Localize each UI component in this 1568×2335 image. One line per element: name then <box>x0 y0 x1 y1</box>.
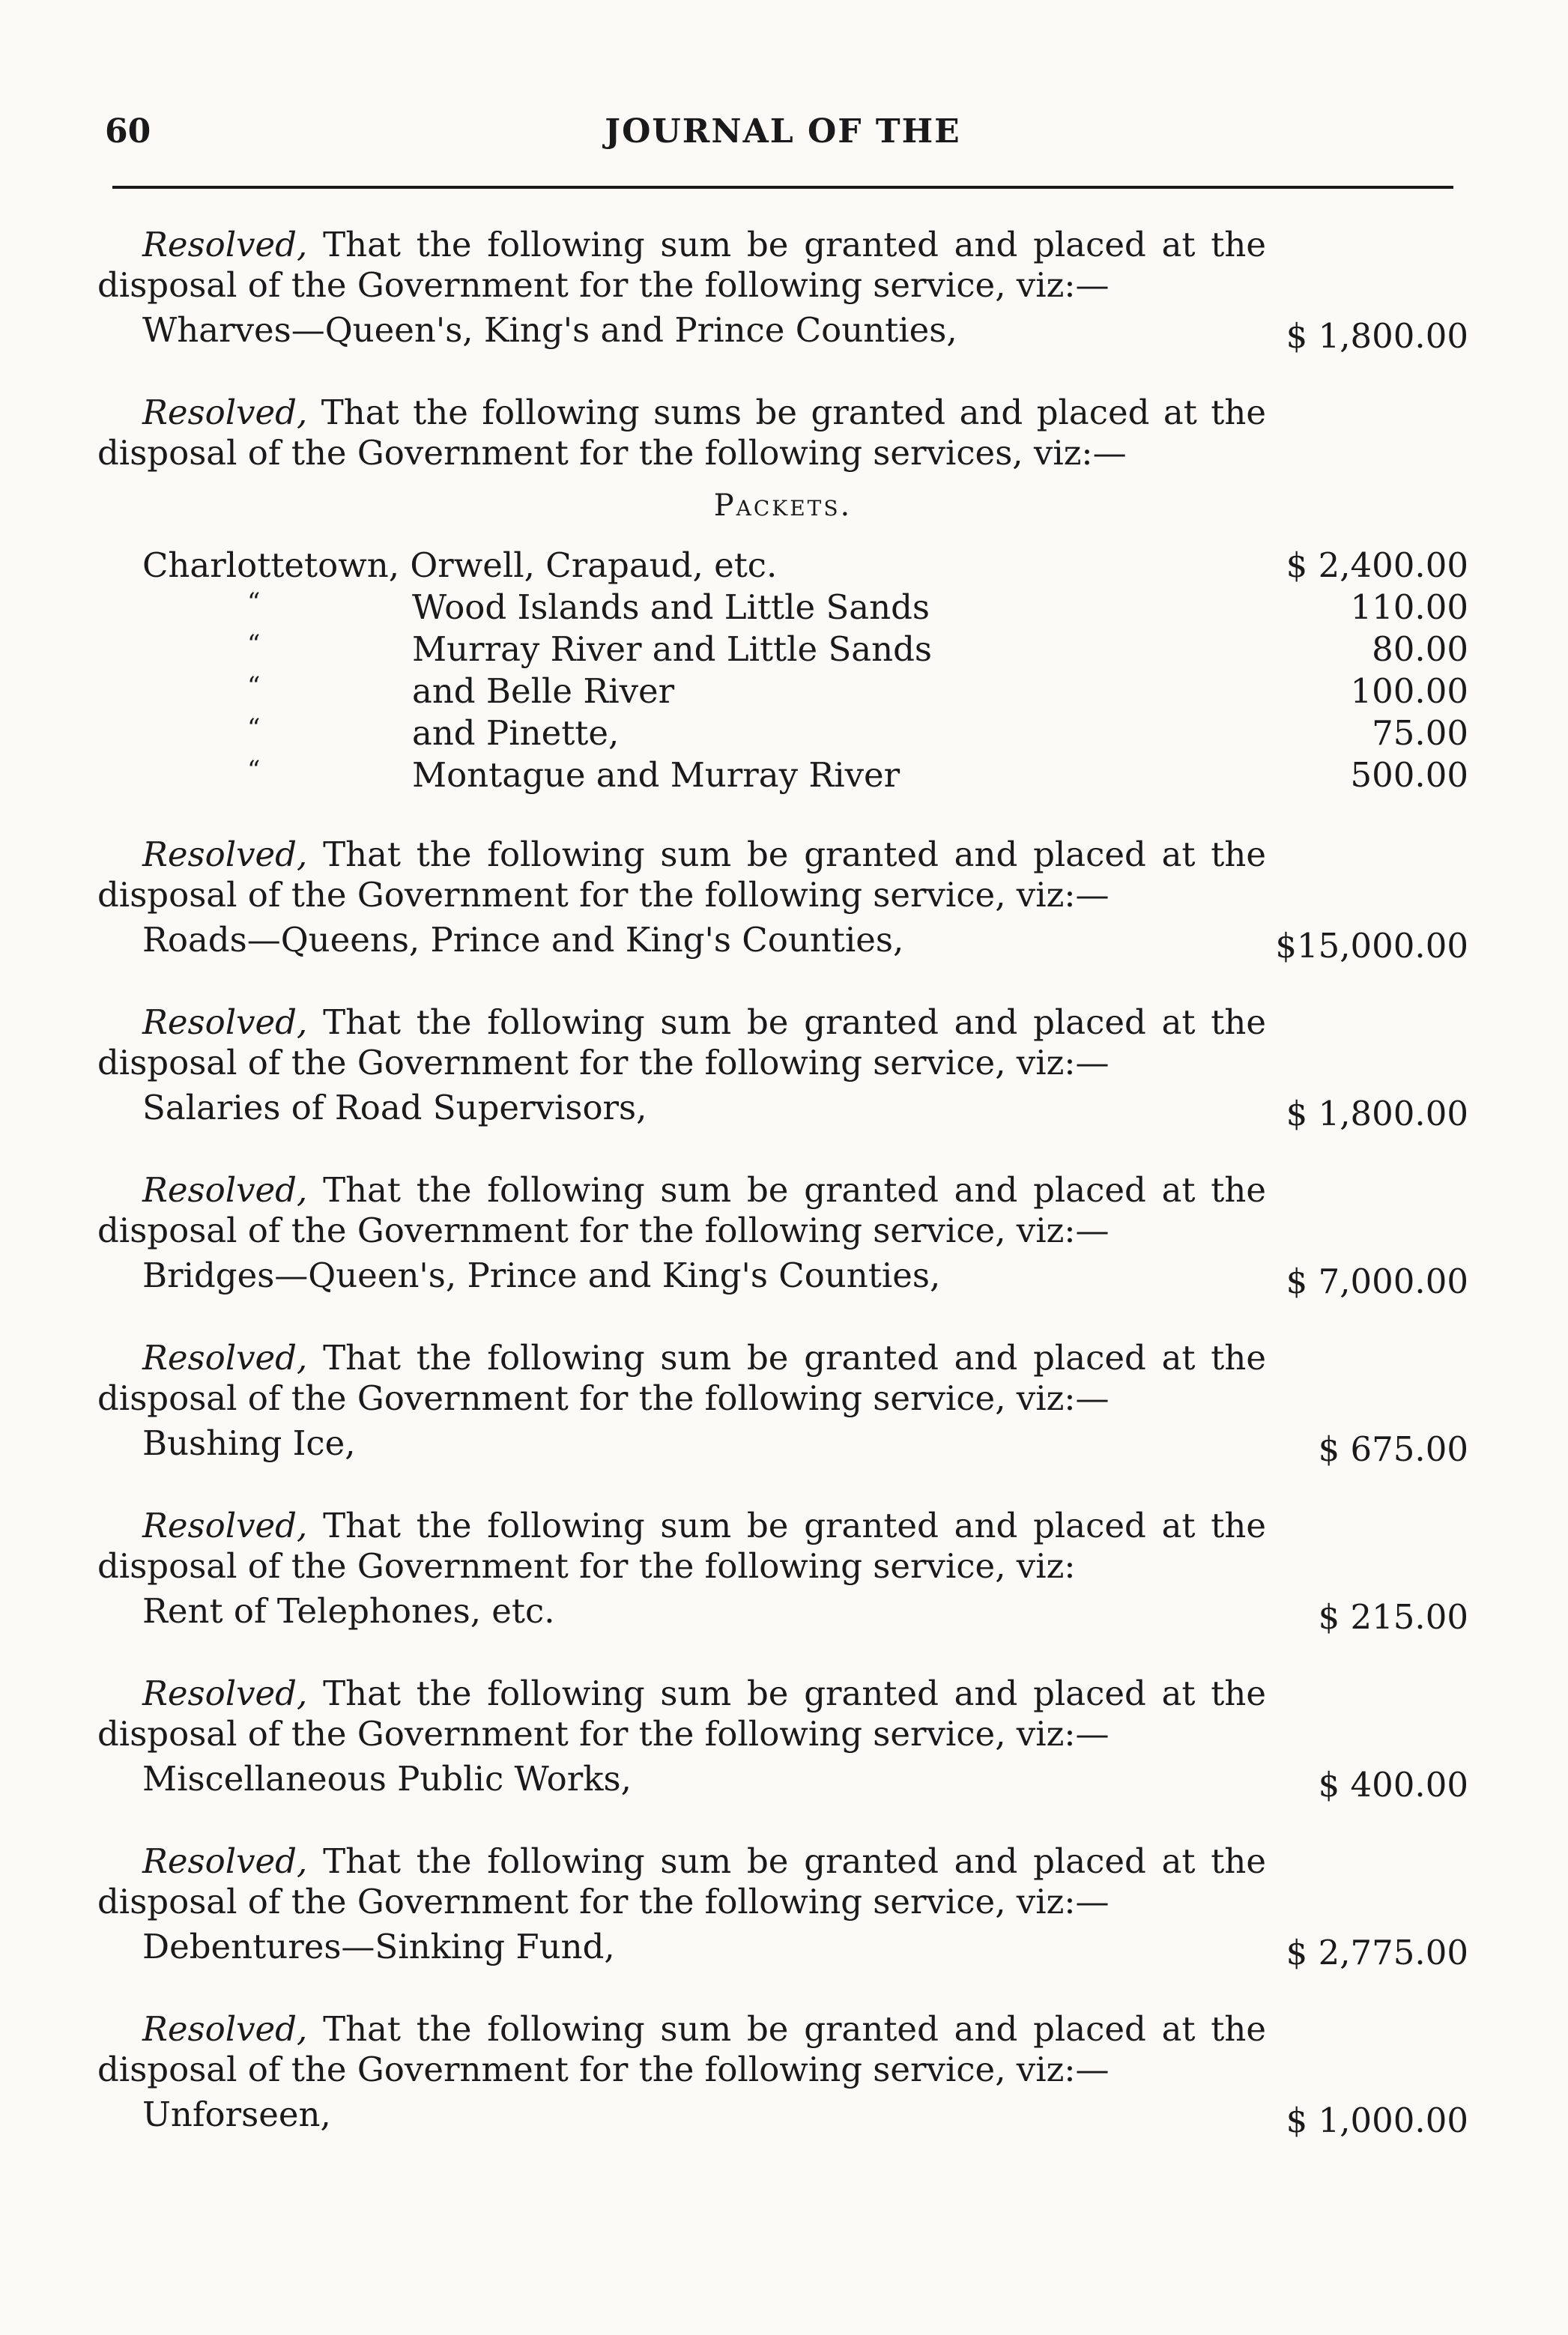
appropriation-row <box>97 1754 1468 1804</box>
packet-amount: 110.00 <box>1350 587 1468 627</box>
resolution <box>97 1002 1468 1133</box>
packet-amount: 75.00 <box>1372 713 1468 753</box>
appropriation-item: Unforseen, <box>142 2095 331 2134</box>
resolution-text <box>97 1506 1266 1587</box>
resolution-lead: Resolved, <box>142 393 308 432</box>
resolution-text <box>97 2009 1266 2090</box>
packet-amount: $ 2,400.00 <box>1286 545 1468 585</box>
resolution-text <box>97 1841 1266 1922</box>
packet-route: Montague and Murray River <box>412 755 900 795</box>
resolution <box>97 393 1468 797</box>
appropriation-amount: $ 1,000.00 <box>1286 2101 1468 2140</box>
appropriation-row <box>97 1083 1468 1133</box>
resolution-body: That the following sum be granted and placed at the disposal of the Government for the following service, viz:— <box>97 1002 1266 1082</box>
appropriation-row <box>97 2090 1468 2139</box>
resolution <box>97 1338 1468 1468</box>
packet-row <box>97 671 1468 713</box>
resolution-body: That the following sum be granted and placed at the disposal of the Government for the following service, viz:— <box>97 2009 1266 2089</box>
page-header <box>105 105 1461 165</box>
resolution-text <box>97 225 1266 306</box>
resolution-text <box>97 1170 1266 1251</box>
packet-amount: 100.00 <box>1350 671 1468 711</box>
packet-route: Wood Islands and Little Sands <box>412 587 930 627</box>
appropriation-item: Bridges—Queen's, Prince and King's Counties, <box>142 1256 941 1295</box>
resolution-body: That the following sum be granted and placed at the disposal of the Government for the following service, viz: <box>97 1506 1266 1586</box>
resolution-lead: Resolved, <box>142 2009 308 2049</box>
resolution-body: That the following sum be granted and placed at the disposal of the Government for the following service, viz:— <box>97 835 1266 915</box>
packet-row <box>97 629 1468 671</box>
appropriation-row <box>97 1922 1468 1972</box>
packets-heading: Packets. <box>713 488 853 523</box>
packet-row <box>97 545 1468 587</box>
packet-route: and Belle River <box>412 671 675 711</box>
resolution-lead: Resolved, <box>142 1170 308 1210</box>
resolution-body: That the following sum be granted and placed at the disposal of the Government for the following service, viz:— <box>97 1170 1266 1250</box>
appropriation-item: Bushing Ice, <box>142 1423 356 1463</box>
resolution <box>97 2009 1468 2139</box>
resolution <box>97 835 1468 965</box>
resolution-body: That the following sum be granted and placed at the disposal of the Government for the following service, viz:— <box>97 1338 1266 1418</box>
resolution-text <box>97 1002 1266 1083</box>
resolution-text <box>97 1338 1266 1419</box>
appropriation-item: Salaries of Road Supervisors, <box>142 1088 647 1127</box>
packet-row <box>97 713 1468 755</box>
appropriation-item: Roads—Queens, Prince and King's Counties, <box>142 920 904 960</box>
packet-row <box>97 587 1468 629</box>
resolution-body: That the following sum be granted and placed at the disposal of the Government for the following service, viz:— <box>97 1674 1266 1754</box>
resolution-text <box>97 1674 1266 1754</box>
resolution-lead: Resolved, <box>142 1841 308 1881</box>
resolution-body: That the following sums be granted and placed at the disposal of the Government for the following services, viz:— <box>97 393 1266 473</box>
ditto-mark: “ <box>247 671 261 701</box>
appropriation-row <box>97 915 1468 965</box>
resolution <box>97 225 1468 355</box>
appropriation-row <box>97 306 1468 355</box>
header-rule <box>112 186 1453 189</box>
resolution <box>97 1506 1468 1636</box>
resolution-text <box>97 835 1266 915</box>
resolution <box>97 1674 1468 1804</box>
appropriation-row <box>97 1419 1468 1468</box>
resolution <box>97 1170 1468 1300</box>
appropriation-amount: $ 215.00 <box>1318 1597 1468 1637</box>
running-head: JOURNAL OF THE <box>605 112 961 151</box>
packet-amount: 500.00 <box>1350 755 1468 795</box>
appropriation-row <box>97 1251 1468 1300</box>
appropriation-amount: $ 7,000.00 <box>1286 1262 1468 1301</box>
resolution-lead: Resolved, <box>142 1674 308 1713</box>
appropriation-item: Rent of Telephones, etc. <box>142 1591 555 1631</box>
appropriation-item: Debentures—Sinking Fund, <box>142 1927 615 1966</box>
appropriation-amount: $ 1,800.00 <box>1286 316 1468 356</box>
resolution-body: That the following sum be granted and placed at the disposal of the Government for the following service, viz:— <box>97 1841 1266 1921</box>
resolution-body: That the following sum be granted and placed at the disposal of the Government for the following service, viz:— <box>97 225 1266 305</box>
appropriation-amount: $ 675.00 <box>1318 1429 1468 1469</box>
packet-amount: 80.00 <box>1372 629 1468 669</box>
page-body <box>97 225 1468 2177</box>
page-number: 60 <box>105 112 151 151</box>
appropriation-amount: $ 1,800.00 <box>1286 1094 1468 1133</box>
packet-row <box>97 755 1468 797</box>
appropriation-amount: $15,000.00 <box>1275 926 1468 966</box>
appropriation-amount: $ 400.00 <box>1318 1765 1468 1805</box>
appropriation-row <box>97 1587 1468 1636</box>
resolution-lead: Resolved, <box>142 1506 308 1545</box>
ditto-mark: “ <box>247 587 261 617</box>
ditto-mark: “ <box>247 713 261 743</box>
resolution <box>97 1841 1468 1972</box>
resolution-lead: Resolved, <box>142 1002 308 1042</box>
resolution-text <box>97 393 1266 473</box>
appropriation-amount: $ 2,775.00 <box>1286 1933 1468 1972</box>
resolution-lead: Resolved, <box>142 1338 308 1378</box>
ditto-mark: “ <box>247 629 261 659</box>
appropriation-item: Wharves—Queen's, King's and Prince Counties, <box>142 310 957 350</box>
packet-route: and Pinette, <box>412 713 620 753</box>
packet-route: Murray River and Little Sands <box>412 629 933 669</box>
ditto-mark: “ <box>247 755 261 785</box>
appropriation-item: Miscellaneous Public Works, <box>142 1759 632 1799</box>
resolution-lead: Resolved, <box>142 225 308 264</box>
packet-route: Charlottetown, Orwell, Crapaud, etc. <box>142 545 778 585</box>
resolution-lead: Resolved, <box>142 835 308 874</box>
